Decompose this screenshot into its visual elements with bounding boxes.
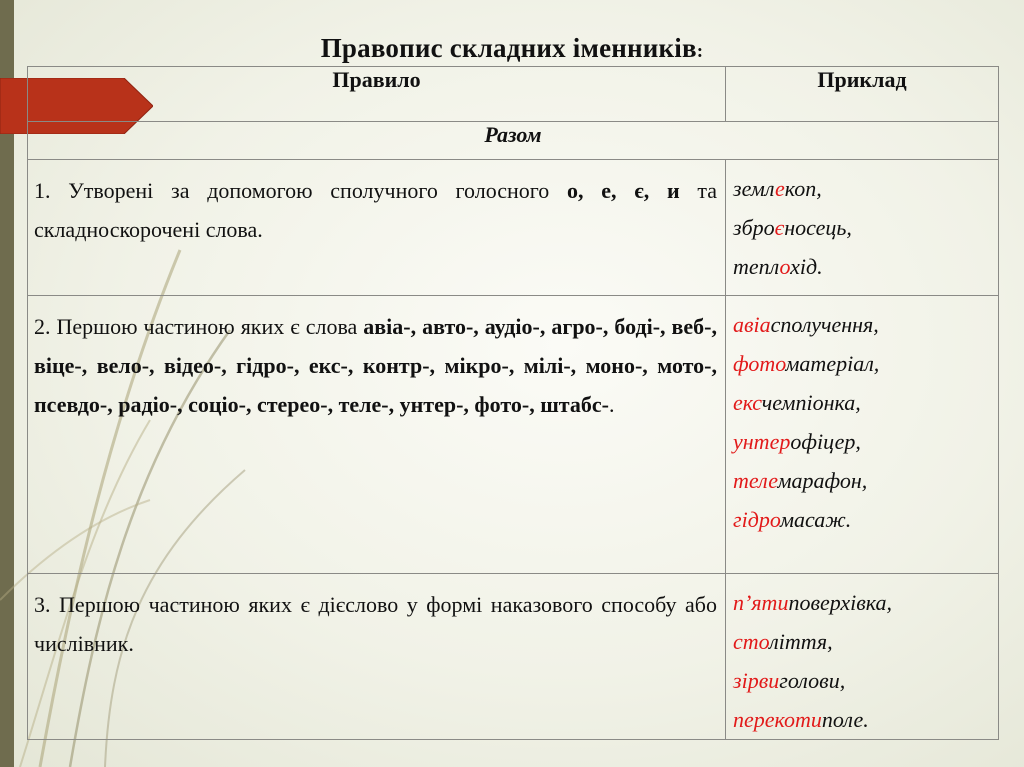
example-text: чемпіонка, (761, 390, 861, 415)
example-text: хід. (790, 254, 823, 279)
example-text: земл (733, 176, 775, 201)
example-word (733, 305, 998, 344)
table-row (28, 574, 999, 740)
example-text: матеріал, (785, 351, 880, 376)
example-text: масаж. (780, 507, 852, 532)
example-text: марафон, (777, 468, 868, 493)
example-text: сполучення, (770, 312, 879, 337)
rule-text: 1. Утворені за допомогою сполучного голосного (34, 178, 567, 203)
example-text: коп, (784, 176, 822, 201)
example-word (733, 422, 998, 461)
example-word (733, 461, 998, 500)
example-highlight: є (774, 215, 785, 240)
rule-text: . (608, 392, 615, 417)
example-highlight: гідро (733, 507, 780, 532)
example-highlight: унтер (733, 429, 791, 454)
example-word (733, 208, 998, 247)
example-cell-2 (726, 296, 999, 574)
example-highlight: перекоти (733, 707, 822, 732)
section-label: Разом (28, 122, 999, 160)
rule-cell-3 (28, 574, 726, 740)
example-text: голови, (779, 668, 846, 693)
example-highlight: п’яти (733, 590, 789, 615)
rule-cell-2 (28, 296, 726, 574)
example-text: тепл (733, 254, 780, 279)
example-highlight: о (779, 254, 791, 279)
table-row (28, 160, 999, 296)
example-text: ліття, (769, 629, 833, 654)
rule-bold-text: и (666, 178, 680, 203)
rule-bold-text: авіа-, авто-, аудіо-, агро-, боді-, веб-, віце-, вело-, відео-, гідро-, екс-, контр-, мікро-, мілі-, моно-, мото-, псевдо-, радіо-, соціо-, стерео-, теле-, унтер-, фото-, штабс- (34, 314, 717, 417)
example-highlight: екс (733, 390, 762, 415)
rule-text (649, 178, 667, 203)
example-text: фіцер, (801, 429, 861, 454)
rules-table (27, 66, 999, 740)
example-highlight: е (774, 176, 785, 201)
example-word (733, 622, 998, 661)
table-row (28, 296, 999, 574)
example-word (733, 583, 998, 622)
example-highlight: фото (733, 351, 786, 376)
example-highlight: теле (733, 468, 778, 493)
example-word (733, 383, 998, 422)
example-cell-3 (726, 574, 999, 740)
example-word (733, 169, 998, 208)
example-word (733, 661, 998, 700)
rule-text: 2. Першою частиною яких є слова (34, 314, 364, 339)
example-word (733, 500, 998, 539)
example-highlight: зірви (733, 668, 780, 693)
example-text: поверхівка, (788, 590, 892, 615)
example-highlight: сто (733, 629, 770, 654)
example-word (733, 247, 998, 286)
example-text: поле. (821, 707, 869, 732)
example-text: носець, (784, 215, 852, 240)
example-text: збро (733, 215, 775, 240)
example-highlight: авіа (733, 312, 771, 337)
example-word (733, 344, 998, 383)
rule-text: та складноскорочені слова. (34, 178, 717, 242)
header-rule: Правило (28, 67, 726, 122)
example-text: о (790, 429, 802, 454)
example-cell-1 (726, 160, 999, 296)
section-row (28, 122, 999, 160)
rule-bold-text: о, е, є, (567, 178, 650, 203)
header-example: Приклад (726, 67, 999, 122)
rule-cell-1 (28, 160, 726, 296)
table-header-row (28, 67, 999, 122)
page-title: Правопис складних іменників: (320, 33, 704, 63)
example-word (733, 700, 998, 739)
rule-text: 3. Першою частиною яких є дієслово у формі наказового способу або числівник. (34, 592, 717, 656)
